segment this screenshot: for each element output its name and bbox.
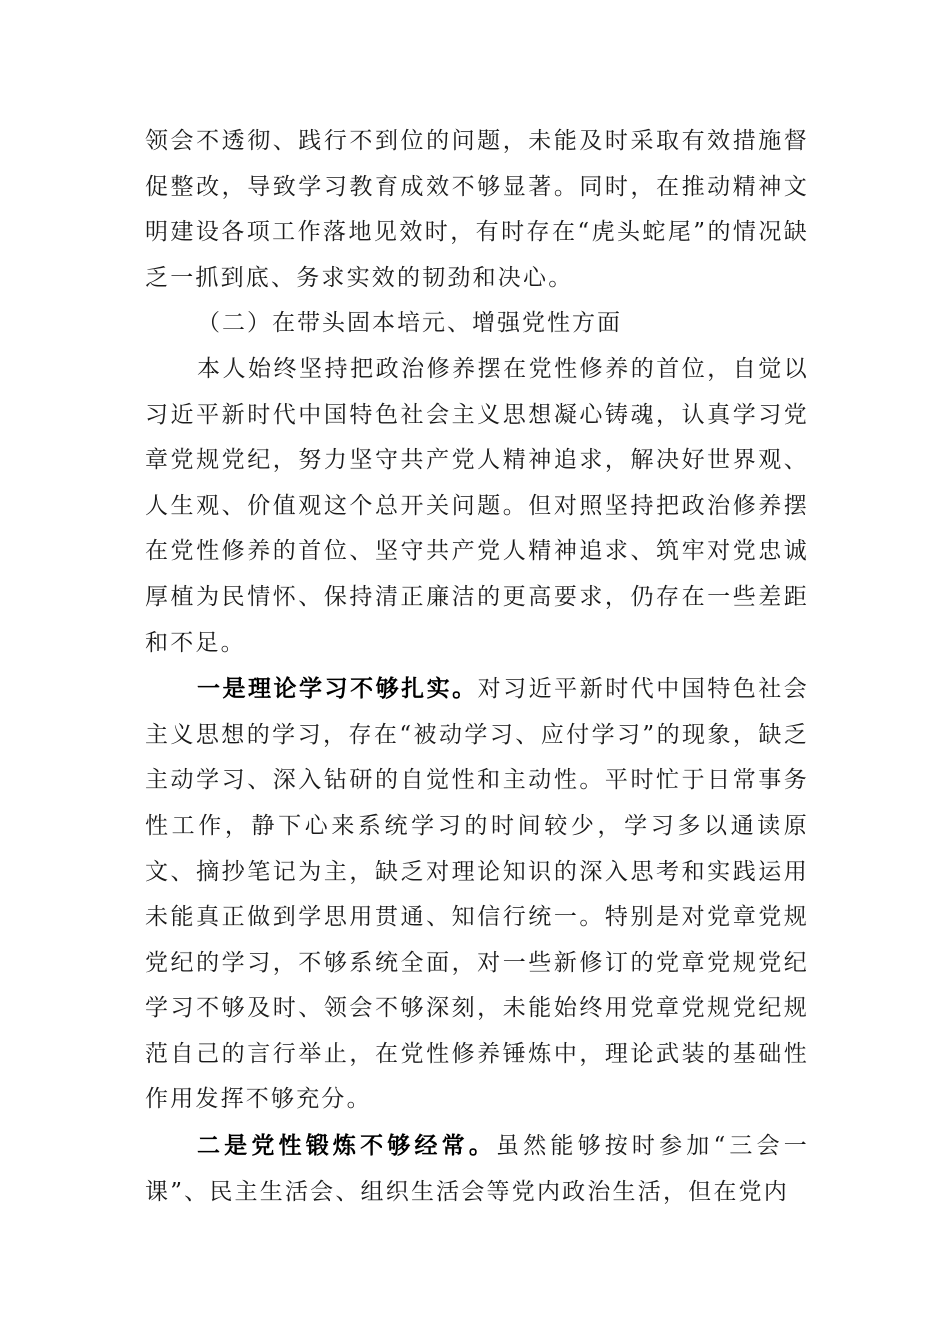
point-two-lead: 二是党性锻炼不够经常。 <box>197 1132 497 1160</box>
section-heading: （二）在带头固本培元、增强党性方面 <box>197 310 622 337</box>
point-one-lead: 一是理论学习不够扎实。 <box>197 675 478 703</box>
point-two-paragraph <box>145 1123 809 1215</box>
continued-paragraph: 领会不透彻、践行不到位的问题，未能及时采取有效措施督促整改，导致学习教育成效不够显著。同时，在推动精神文明建设各项工作落地见效时，有时存在“虎头蛇尾”的情况缺乏一抓到底、务求实效的韧劲和决心。 <box>145 128 809 291</box>
document-body <box>145 119 809 1215</box>
point-one-paragraph <box>145 666 809 1123</box>
point-two-body: 虽然能够按时参加“三会一课”、民主生活会、组织生活会等党内政治生活，但在党内 <box>145 1133 809 1205</box>
intro-paragraph: 本人始终坚持把政治修养摆在党性修养的首位，自觉以习近平新时代中国特色社会主义思想凝心铸魂，认真学习党章党规党纪，努力坚守共产党人精神追求，解决好世界观、人生观、价值观这个总开关问题。但对照坚持把政治修养摆在党性修养的首位、坚守共产党人精神追求、筑牢对党忠诚厚植为民情怀、保持清正廉洁的更高要求，仍存在一些差距和不足。 <box>145 355 809 656</box>
point-one-body: 对习近平新时代中国特色社会主义思想的学习，存在“被动学习、应付学习”的现象，缺乏主动学习、深入钻研的自觉性和主动性。平时忙于日常事务性工作，静下心来系统学习的时间较少，学习多以通读原文、摘抄笔记为主，缺乏对理论知识的深入思考和实践运用未能真正做到学思用贯通、知信行统一。特别是对党章党规党纪的学习，不够系统全面，对一些新修订的党章党规党纪学习不够及时、领会不够深刻，未能始终用党章党规党纪规范自己的言行举止，在党性修养锤炼中，理论武装的基础性作用发挥不够充分。 <box>145 676 809 1113</box>
